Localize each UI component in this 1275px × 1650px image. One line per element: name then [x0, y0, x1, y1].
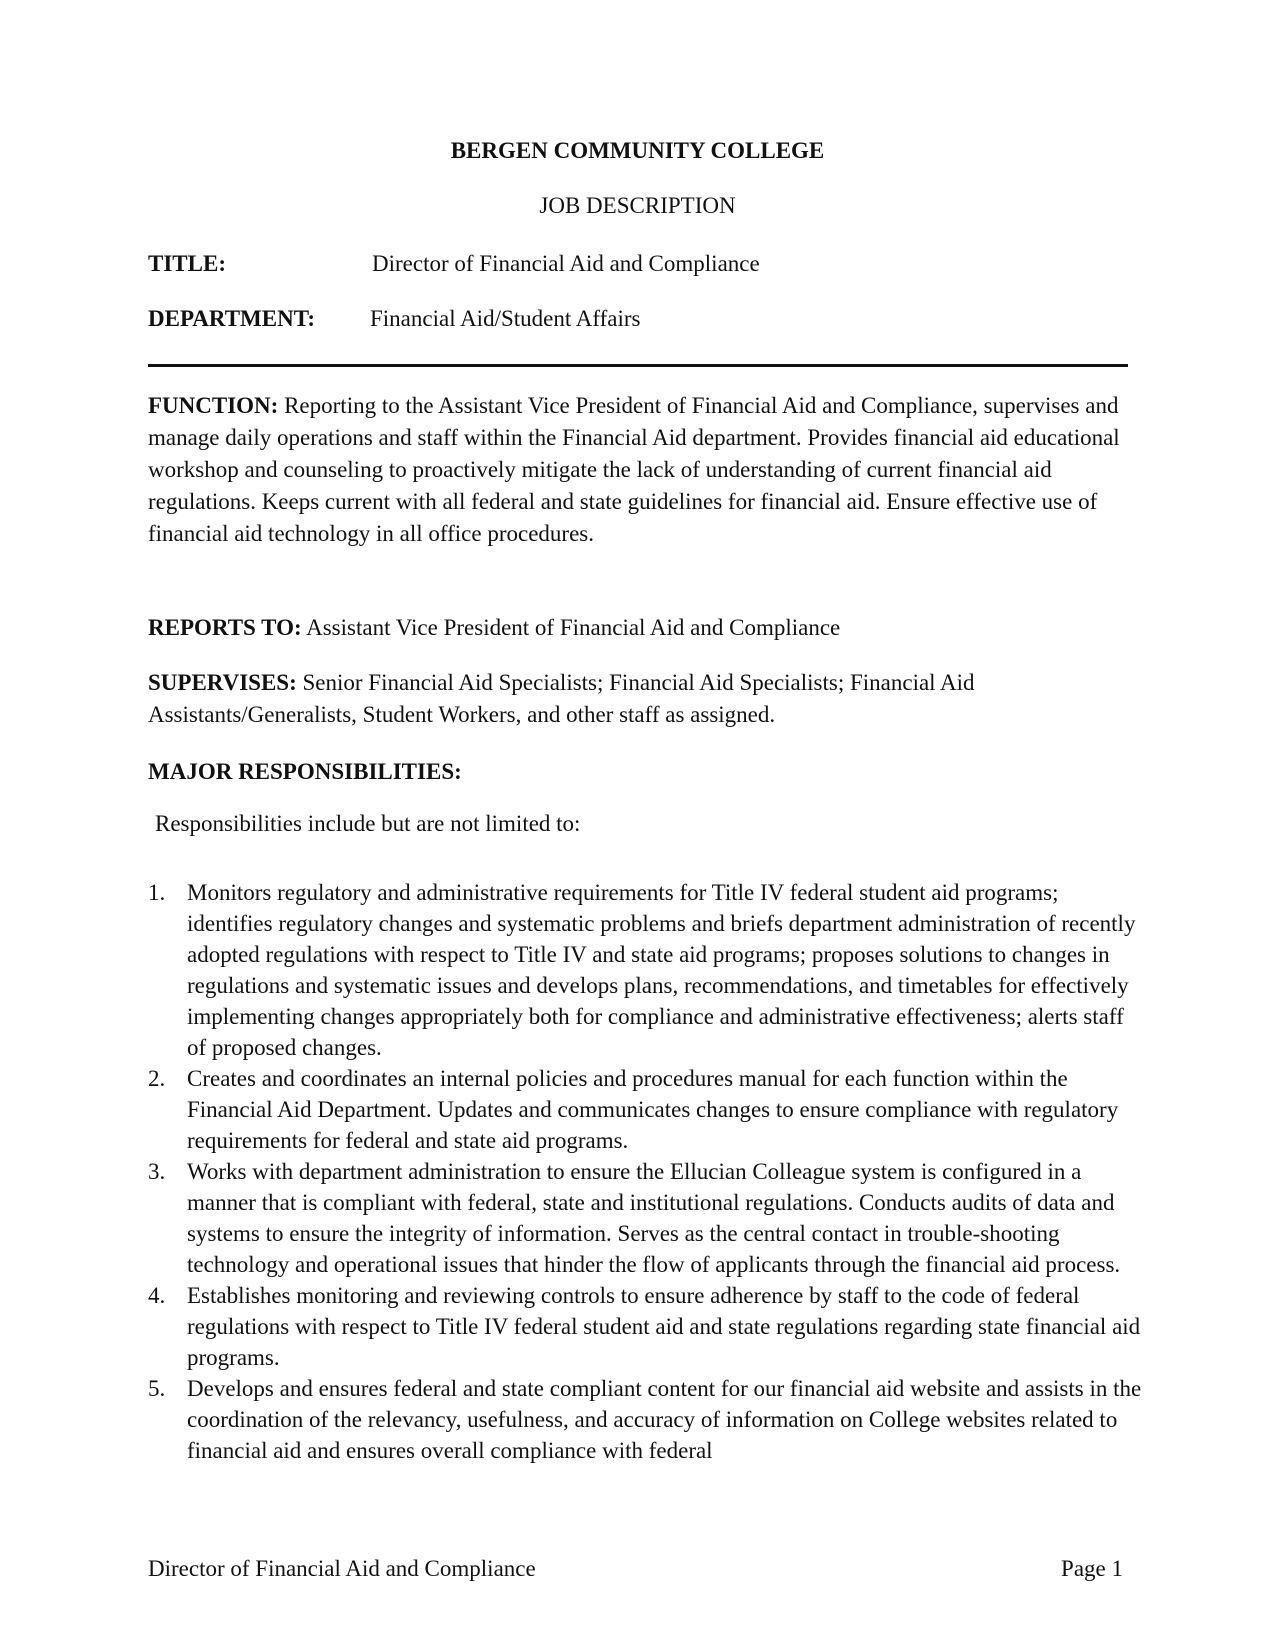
function-label: FUNCTION:: [148, 393, 279, 418]
list-item-number: 4.: [148, 1283, 166, 1308]
list-item-number: 5.: [148, 1376, 166, 1401]
list-item-text: Develops and ensures federal and state compliant content for our financial aid website and assists in the coordination of the relevancy, usefulness, and accuracy of information on College websites related to financial aid and ensures overall compliance with federal: [187, 1376, 1142, 1463]
title-value: Director of Financial Aid and Compliance: [372, 251, 760, 276]
responsibilities-intro: Responsibilities include but are not limited to:: [155, 811, 581, 836]
list-item: [148, 1280, 1148, 1373]
department-value: Financial Aid/Student Affairs: [370, 306, 641, 331]
list-item-number: 2.: [148, 1066, 166, 1091]
horizontal-divider: [148, 364, 1128, 367]
responsibilities-list: [148, 877, 1148, 1466]
major-responsibilities-heading: MAJOR RESPONSIBILITIES:: [148, 759, 462, 784]
list-item-text: Works with department administration to ensure the Ellucian Colleague system is configured in a manner that is compliant with federal, state and institutional regulations. Conducts audits of data and systems to ensure the integrity of information. Serves as the central contact in trouble-shooting technology and operational issues that hinder the flow of applicants through the financial aid process.: [187, 1159, 1121, 1277]
college-name: BERGEN COMMUNITY COLLEGE: [450, 138, 825, 163]
list-item: [148, 1063, 1148, 1156]
list-item-text: Creates and coordinates an internal policies and procedures manual for each function within the Financial Aid Department. Updates and communicates changes to ensure compliance with regulatory requirements for federal and state aid programs.: [187, 1066, 1119, 1153]
reports-to-text: Assistant Vice President of Financial Aid and Compliance: [306, 615, 841, 640]
list-item-text: Monitors regulatory and administrative requirements for Title IV federal student aid programs; identifies regulatory changes and systematic problems and briefs department administration of recently adopted regulations with respect to Title IV and state aid programs; proposes solutions to changes in regulations and systematic issues and develops plans, recommendations, and timetables for effectively implementing changes appropriately both for compliance and administrative effectiveness; alerts staff of proposed changes.: [187, 880, 1136, 1060]
supervises-label: SUPERVISES:: [148, 670, 297, 695]
footer-page-number: Page 1: [1061, 1556, 1123, 1581]
supervises-section: [148, 667, 1138, 731]
document-type: JOB DESCRIPTION: [539, 193, 736, 218]
function-text: Reporting to the Assistant Vice President of Financial Aid and Compliance, supervises and manage daily operations and staff within the Financial Aid department. Provides financial aid educational workshop and counseling to proactively mitigate the lack of understanding of current financial aid regulations. Keeps current with all federal and state guidelines for financial aid. Ensure effective use of financial aid technology in all office procedures.: [148, 393, 1120, 546]
list-item: [148, 1156, 1148, 1280]
title-label: TITLE:: [148, 251, 226, 276]
list-item-number: 3.: [148, 1159, 166, 1184]
reports-to-section: [148, 612, 1138, 644]
department-label: DEPARTMENT:: [148, 306, 315, 331]
list-item: [148, 877, 1148, 1063]
list-item-text: Establishes monitoring and reviewing controls to ensure adherence by staff to the code of federal regulations with respect to Title IV federal student aid and state regulations regarding state financial aid programs.: [187, 1283, 1141, 1370]
supervises-text: Senior Financial Aid Specialists; Financial Aid Specialists; Financial Aid Assistants/Generalists, Student Workers, and other staff as assigned.: [148, 670, 975, 727]
function-section: [148, 390, 1138, 550]
reports-to-label: REPORTS TO:: [148, 615, 302, 640]
footer-document-title: Director of Financial Aid and Compliance: [148, 1556, 536, 1581]
list-item: [148, 1373, 1148, 1466]
list-item-number: 1.: [148, 880, 166, 905]
